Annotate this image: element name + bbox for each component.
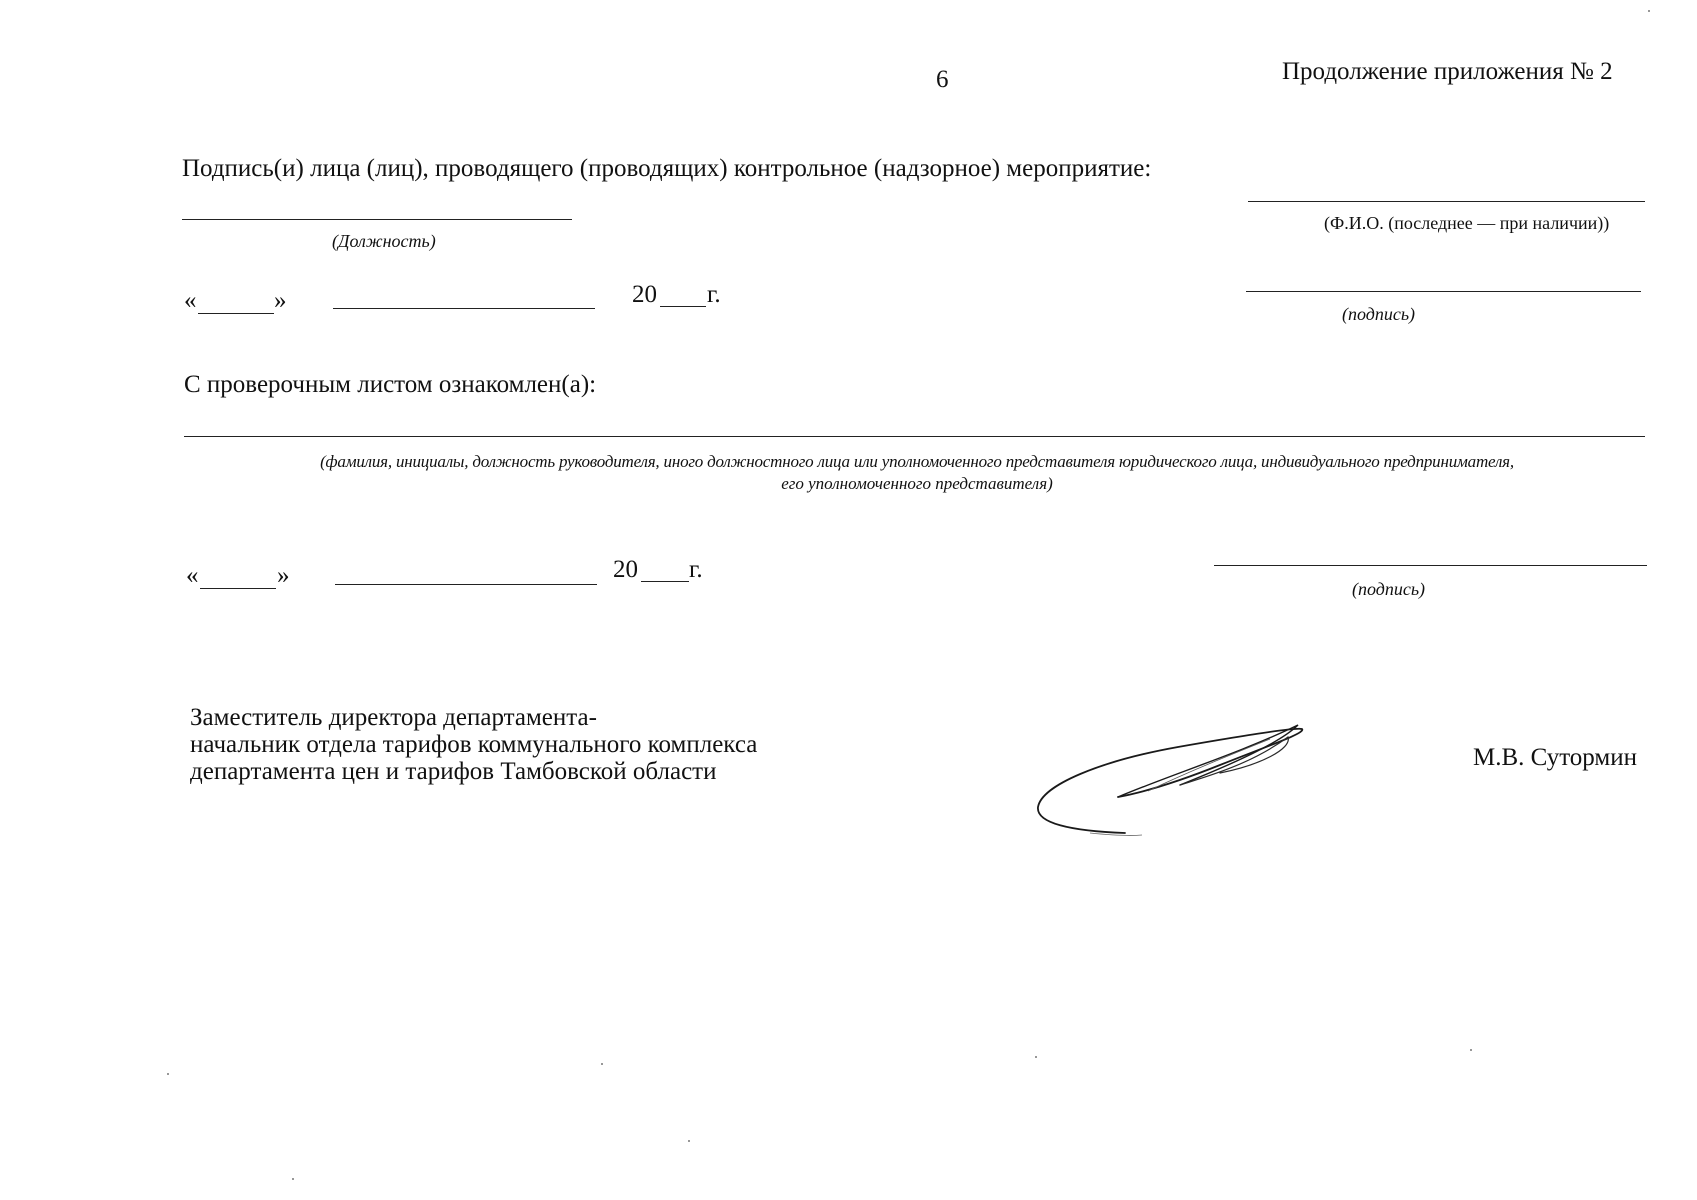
ack-year-line: [641, 581, 689, 582]
page-number: 6: [936, 66, 949, 93]
inspector-signature-line: [1246, 291, 1641, 292]
scan-speck: [167, 1073, 169, 1075]
position-caption: (Должность): [332, 231, 436, 251]
acknowledgement-name-line: [184, 436, 1645, 437]
inspector-year-suffix: г.: [707, 281, 721, 308]
inspector-heading: Подпись(и) лица (лиц), проводящего (проводящих) контрольное (надзорное) мероприятие:: [182, 155, 1152, 182]
inspector-month-line: [333, 308, 595, 309]
appendix-label: Продолжение приложения № 2: [1282, 58, 1613, 85]
inspector-day-line: [198, 313, 274, 314]
inspector-year-line: [660, 306, 706, 307]
scan-speck: [292, 1178, 294, 1180]
ack-signature-caption: (подпись): [1352, 579, 1426, 599]
ack-month-line: [335, 584, 597, 585]
inspector-signature-caption: (подпись): [1342, 304, 1416, 324]
acknowledgement-caption-line1: (фамилия, инициалы, должность руководителя, иного должностного лица или уполномоченного представителя юридического лица, индивидуального предпринимателя,: [320, 452, 1514, 471]
ack-year-prefix: 20: [613, 556, 638, 583]
name-caption: (Ф.И.О. (последнее — при наличии)): [1324, 213, 1610, 233]
signatory-title-line2: начальник отдела тарифов коммунального комплекса: [190, 731, 758, 758]
signatory-title-line1: Заместитель директора департамента-: [190, 704, 597, 731]
acknowledgement-caption-line2: его уполномоченного представителя): [781, 474, 1053, 493]
handwritten-signature: [1030, 715, 1320, 840]
acknowledgement-heading: С проверочным листом ознакомлен(а):: [184, 371, 597, 398]
scan-speck: [1470, 1049, 1472, 1051]
inspector-year-prefix: 20: [632, 281, 657, 308]
position-line: [182, 219, 572, 220]
ack-day-line: [200, 588, 276, 589]
scan-speck: [688, 1140, 690, 1142]
ack-date-open-quote: «: [186, 562, 199, 589]
scan-speck: [1648, 10, 1650, 12]
inspector-date-open-quote: «: [184, 287, 197, 314]
ack-signature-line: [1214, 565, 1647, 566]
name-line: [1248, 201, 1645, 202]
scan-speck: [601, 1063, 603, 1065]
signatory-name: М.В. Сутормин: [1473, 744, 1638, 771]
inspector-date-close-quote: »: [274, 287, 287, 314]
scan-speck: [1035, 1056, 1037, 1058]
ack-year-suffix: г.: [689, 556, 703, 583]
signatory-title-line3: департамента цен и тарифов Тамбовской области: [190, 758, 717, 785]
ack-date-close-quote: »: [277, 562, 290, 589]
